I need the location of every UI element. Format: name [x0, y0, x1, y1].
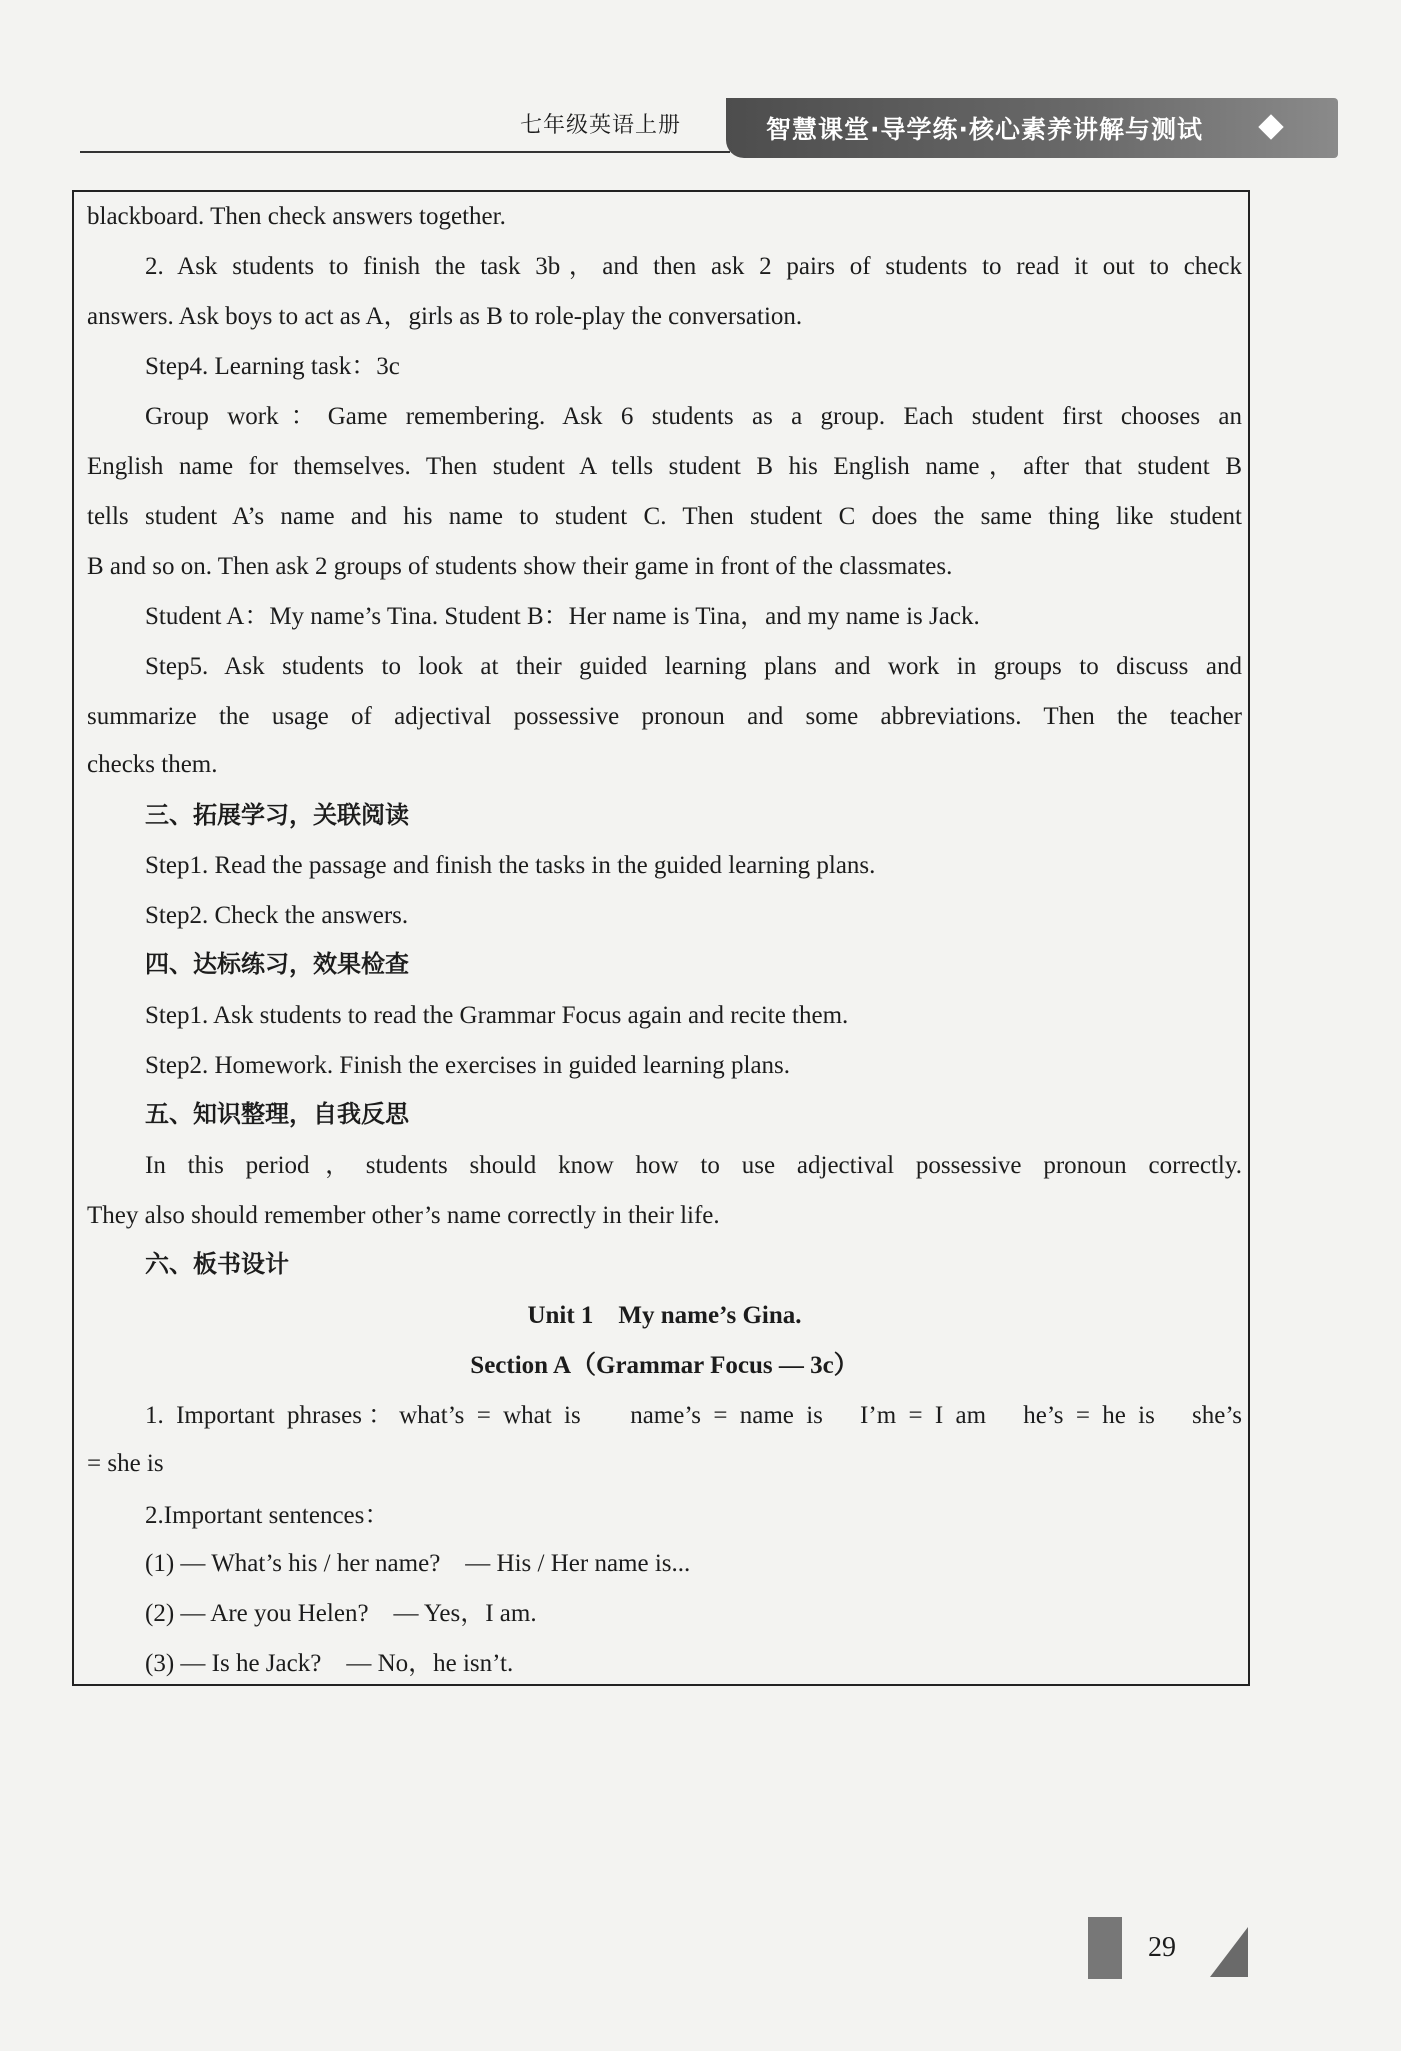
text-line: Group work：Game remembering. Ask 6 students as a group. Each student first chooses an — [145, 403, 1242, 430]
section-heading: 五、知识整理，自我反思 — [145, 1100, 409, 1128]
page-marker — [1088, 1917, 1122, 1979]
text-line: = she is — [87, 1450, 164, 1477]
text-line: 2.Important sentences： — [145, 1502, 390, 1529]
book-title: 七年级英语上册 — [520, 113, 682, 138]
header-rule — [80, 151, 730, 153]
text-line: B and so on. Then ask 2 groups of students show their game in front of the classmates. — [87, 553, 953, 580]
text-line: (3) — Is he Jack? — No，he isn’t. — [145, 1650, 514, 1677]
text-line: checks them. — [87, 751, 218, 778]
text-line: Step1. Read the passage and finish the tasks in the guided learning plans. — [145, 852, 876, 879]
text-line: English name for themselves. Then student A tells student B his English name，after that student B — [87, 453, 1242, 480]
text-line: 1. Important phrases：what’s = what is name’s = name is I’m = I am he’s = he is she’s — [145, 1402, 1242, 1429]
board-unit-title: Unit 1 My name’s Gina. — [527, 1302, 802, 1329]
section-heading: 三、拓展学习，关联阅读 — [145, 801, 409, 829]
page-number: 29 — [1148, 1932, 1176, 1963]
text-line: Step2. Homework. Finish the exercises in guided learning plans. — [145, 1052, 791, 1079]
text-line: answers. Ask boys to act as A，girls as B to role-play the conversation. — [87, 303, 803, 330]
text-line: Step5. Ask students to look at their guided learning plans and work in groups to discuss and — [145, 653, 1242, 680]
text-line: blackboard. Then check answers together. — [87, 203, 506, 230]
text-line: Step4. Learning task：3c — [145, 353, 400, 380]
section-heading: 四、达标练习，效果检查 — [145, 950, 409, 978]
text-line: Step1. Ask students to read the Grammar Focus again and recite them. — [145, 1002, 849, 1029]
text-line: summarize the usage of adjectival possessive pronoun and some abbreviations. Then the teacher — [87, 703, 1242, 730]
text-line: Student A：My name’s Tina. Student B：Her name is Tina，and my name is Jack. — [145, 603, 980, 630]
text-line: (2) — Are you Helen? — Yes，I am. — [145, 1600, 537, 1627]
series-title: 智慧课堂·导学练·核心素养讲解与测试 — [766, 115, 1203, 144]
text-line: In this period，students should know how to use adjectival possessive pronoun correctly. — [145, 1152, 1242, 1179]
text-line: Step2. Check the answers. — [145, 902, 409, 929]
section-heading: 六、板书设计 — [145, 1250, 289, 1278]
corner-triangle-icon — [1210, 1927, 1248, 1977]
board-section-title: Section A（Grammar Focus — 3c） — [470, 1352, 859, 1379]
text-line: (1) — What’s his / her name? — His / Her name is... — [145, 1550, 691, 1577]
text-line: tells student A’s name and his name to student C. Then student C does the same thing like student — [87, 503, 1242, 530]
text-line: 2. Ask students to finish the task 3b，and then ask 2 pairs of students to read it out to check — [145, 253, 1242, 280]
text-line: They also should remember other’s name correctly in their life. — [87, 1202, 720, 1229]
